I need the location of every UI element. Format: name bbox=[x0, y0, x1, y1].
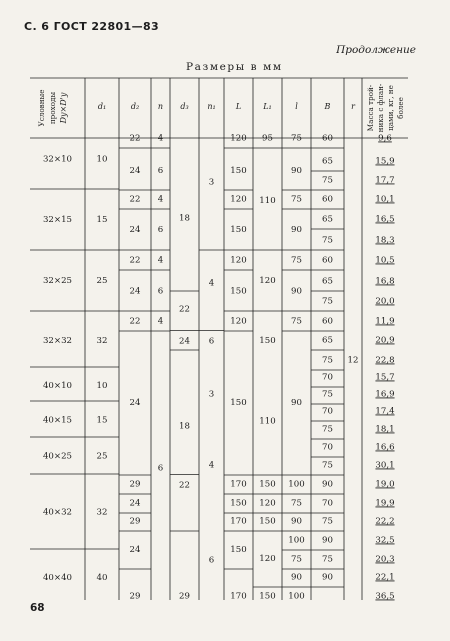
l-cell: 75 bbox=[291, 194, 302, 205]
du-cell: 32×32 bbox=[42, 336, 73, 346]
L1-cell: 150 bbox=[259, 479, 276, 490]
B-cell: 60 bbox=[322, 255, 333, 266]
mass-cell: 16,6 bbox=[375, 442, 395, 453]
n-cell: 6 bbox=[157, 225, 164, 235]
header-L: L bbox=[235, 102, 242, 111]
d1-cell: 15 bbox=[96, 415, 108, 426]
header-d1: d₁ bbox=[97, 102, 107, 111]
l-cell: 90 bbox=[291, 398, 302, 408]
B-cell: 65 bbox=[322, 335, 333, 346]
d1-cell: 10 bbox=[96, 154, 108, 165]
mass-cell: 32,5 bbox=[375, 535, 395, 546]
L1-cell: 120 bbox=[259, 498, 276, 509]
L1-cell: 150 bbox=[259, 591, 276, 602]
page-number: 68 bbox=[30, 602, 45, 614]
d1-cell: 32 bbox=[96, 336, 108, 346]
L-cell: 170 bbox=[230, 516, 247, 527]
mass-cell: 18,3 bbox=[375, 235, 395, 246]
d1-cell: 10 bbox=[96, 381, 108, 391]
d1-cell: 15 bbox=[96, 215, 108, 225]
B-cell: 70 bbox=[322, 442, 333, 453]
B-cell: 60 bbox=[322, 316, 333, 327]
B-cell: 70 bbox=[322, 406, 333, 417]
header-mass-line: цами, кг, не bbox=[386, 85, 395, 131]
header-du-line: проходы bbox=[48, 91, 57, 125]
B-cell: 70 bbox=[322, 498, 333, 509]
B-cell: 75 bbox=[322, 355, 333, 366]
l-cell: 100 bbox=[288, 591, 305, 602]
L-cell: 150 bbox=[230, 225, 247, 235]
mass-cell: 15,7 bbox=[375, 372, 395, 383]
l-cell: 100 bbox=[288, 479, 305, 490]
n1-cell: 3 bbox=[208, 177, 215, 188]
L1-cell: 120 bbox=[259, 554, 276, 564]
mass-cell: 10,1 bbox=[375, 194, 395, 205]
d2-cell: 24 bbox=[129, 286, 141, 297]
n-cell: 6 bbox=[157, 463, 164, 474]
du-cell: 32×10 bbox=[42, 154, 73, 165]
mass-cell: 18,1 bbox=[375, 424, 395, 435]
n1-cell: 6 bbox=[208, 555, 215, 566]
B-cell: 75 bbox=[322, 175, 333, 186]
B-cell: 65 bbox=[322, 276, 333, 287]
header-l: l bbox=[295, 102, 298, 111]
mass-cell: 15,9 bbox=[375, 156, 395, 167]
header-mass-line: Масса трой- bbox=[366, 84, 375, 132]
L1-cell: 95 bbox=[262, 133, 273, 144]
table-caption: Размеры в мм bbox=[186, 61, 283, 73]
l-cell: 75 bbox=[291, 498, 302, 509]
d2-cell: 22 bbox=[129, 316, 141, 327]
n-cell: 6 bbox=[157, 286, 164, 297]
l-cell: 90 bbox=[291, 286, 302, 297]
d2-cell: 29 bbox=[129, 591, 141, 602]
l-cell: 90 bbox=[291, 572, 302, 583]
B-cell: 75 bbox=[322, 516, 333, 527]
mass-cell: 22,1 bbox=[375, 572, 395, 583]
mass-cell: 16,8 bbox=[375, 276, 395, 287]
L1-cell: 110 bbox=[259, 416, 276, 427]
L-cell: 120 bbox=[230, 133, 247, 144]
header-mass-line: более bbox=[396, 97, 405, 119]
n-cell: 4 bbox=[157, 194, 164, 205]
header-du-line: Условные bbox=[37, 89, 46, 127]
mass-cell: 16,9 bbox=[375, 389, 395, 400]
L1-cell: 150 bbox=[259, 516, 276, 527]
d1-cell: 40 bbox=[96, 573, 108, 583]
r-cell: 12 bbox=[347, 355, 359, 366]
B-cell: 60 bbox=[322, 133, 333, 144]
d2-cell: 24 bbox=[129, 166, 141, 176]
B-cell: 65 bbox=[322, 214, 333, 225]
l-cell: 100 bbox=[288, 535, 305, 546]
l-cell: 90 bbox=[291, 225, 302, 235]
n1-cell: 6 bbox=[208, 336, 215, 347]
mass-cell: 19,0 bbox=[375, 479, 395, 490]
L-cell: 150 bbox=[230, 398, 247, 408]
B-cell: 60 bbox=[322, 194, 333, 205]
L-cell: 120 bbox=[230, 316, 247, 327]
B-cell: 75 bbox=[322, 424, 333, 435]
mass-cell: 17,4 bbox=[375, 406, 395, 417]
B-cell: 90 bbox=[322, 479, 333, 490]
d1-cell: 25 bbox=[96, 451, 108, 462]
d3-cell: 24 bbox=[179, 336, 190, 347]
B-cell: 75 bbox=[322, 296, 333, 307]
B-cell: 90 bbox=[322, 535, 333, 546]
mass-cell: 30,1 bbox=[375, 460, 395, 471]
d2-cell: 24 bbox=[129, 398, 141, 408]
header-mass-line: ника с флан- bbox=[376, 83, 385, 133]
l-cell: 75 bbox=[291, 554, 302, 565]
l-cell: 90 bbox=[291, 516, 302, 527]
header-L1: L₁ bbox=[263, 102, 272, 111]
d2-cell: 24 bbox=[129, 545, 141, 555]
d1-cell: 25 bbox=[96, 276, 108, 286]
l-cell: 90 bbox=[291, 166, 302, 176]
mass-cell: 16,5 bbox=[375, 214, 395, 225]
L-cell: 150 bbox=[230, 166, 247, 176]
L-cell: 120 bbox=[230, 194, 247, 205]
n1-cell: 3 bbox=[208, 389, 215, 400]
mass-cell: 11,9 bbox=[375, 316, 395, 327]
d2-cell: 22 bbox=[129, 255, 141, 266]
header-d2: d₂ bbox=[130, 102, 140, 111]
d2-cell: 22 bbox=[129, 194, 141, 205]
d3-cell: 18 bbox=[179, 421, 190, 432]
document-header: С. 6 ГОСТ 22801—83 bbox=[24, 20, 160, 33]
du-cell: 40×15 bbox=[42, 415, 73, 426]
n1-cell: 4 bbox=[208, 278, 215, 289]
mass-cell: 10,5 bbox=[375, 255, 395, 266]
d2-cell: 29 bbox=[129, 516, 141, 527]
d3-cell: 29 bbox=[179, 591, 190, 602]
mass-cell: 19,9 bbox=[375, 498, 395, 509]
d1-cell: 32 bbox=[96, 507, 108, 518]
du-cell: 40×25 bbox=[42, 451, 73, 462]
n1-cell: 4 bbox=[208, 460, 215, 471]
mass-cell: 22,2 bbox=[375, 516, 395, 527]
mass-cell: 20,9 bbox=[375, 335, 395, 346]
L1-cell: 150 bbox=[259, 336, 276, 346]
B-cell: 70 bbox=[322, 372, 333, 383]
d2-cell: 29 bbox=[129, 479, 141, 490]
header-n1: n₁ bbox=[207, 102, 216, 111]
B-cell: 75 bbox=[322, 389, 333, 400]
d2-cell: 24 bbox=[129, 225, 141, 235]
B-cell: 75 bbox=[322, 460, 333, 471]
B-cell: 65 bbox=[322, 156, 333, 167]
L1-cell: 110 bbox=[259, 196, 276, 206]
mass-cell: 9,6 bbox=[378, 133, 392, 144]
n-cell: 4 bbox=[157, 316, 164, 327]
mass-cell: 36,5 bbox=[375, 591, 395, 602]
du-cell: 32×15 bbox=[42, 215, 73, 225]
B-cell: 90 bbox=[322, 572, 333, 583]
continuation-label: Продолжение bbox=[336, 44, 416, 56]
mass-cell: 20,0 bbox=[375, 296, 395, 307]
mass-cell: 20,3 bbox=[375, 554, 395, 565]
d3-cell: 18 bbox=[179, 213, 190, 224]
du-cell: 32×25 bbox=[42, 276, 73, 286]
d3-cell: 22 bbox=[179, 480, 190, 491]
du-cell: 40×10 bbox=[42, 381, 73, 391]
d2-cell: 24 bbox=[129, 498, 141, 509]
L-cell: 170 bbox=[230, 591, 247, 602]
L-cell: 120 bbox=[230, 255, 247, 266]
n-cell: 4 bbox=[157, 133, 164, 144]
mass-cell: 22,8 bbox=[375, 355, 395, 366]
d2-cell: 22 bbox=[129, 133, 141, 144]
d3-cell: 22 bbox=[179, 304, 190, 315]
L-cell: 150 bbox=[230, 286, 247, 297]
header-B: B bbox=[324, 102, 331, 111]
L-cell: 150 bbox=[230, 545, 247, 555]
B-cell: 75 bbox=[322, 235, 333, 246]
header-d3: d₃ bbox=[180, 102, 189, 111]
l-cell: 75 bbox=[291, 255, 302, 266]
mass-cell: 17,7 bbox=[375, 175, 395, 186]
l-cell: 75 bbox=[291, 316, 302, 327]
B-cell: 75 bbox=[322, 554, 333, 565]
L-cell: 170 bbox=[230, 479, 247, 490]
du-cell: 40×32 bbox=[42, 507, 73, 518]
header-du-line: Dy×D'y bbox=[59, 92, 68, 124]
l-cell: 75 bbox=[291, 133, 302, 144]
n-cell: 6 bbox=[157, 166, 164, 176]
header-r: r bbox=[351, 102, 355, 111]
L1-cell: 120 bbox=[259, 276, 276, 286]
du-cell: 40×40 bbox=[42, 573, 73, 583]
L-cell: 150 bbox=[230, 498, 247, 509]
header-n: n bbox=[157, 102, 164, 111]
n-cell: 4 bbox=[157, 255, 164, 266]
